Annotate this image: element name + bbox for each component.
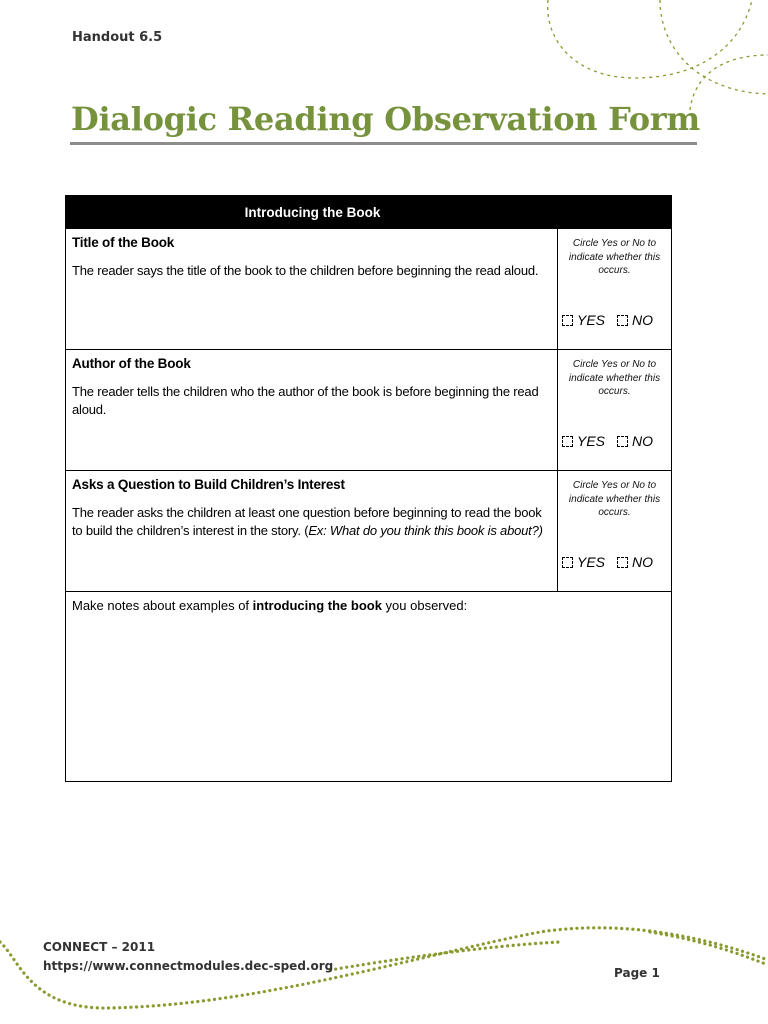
item-example: Ex: What do you think this book is about?) bbox=[308, 523, 543, 538]
no-checkbox[interactable] bbox=[617, 557, 628, 568]
form-row bbox=[66, 229, 672, 350]
handout-number: Handout 6.5 bbox=[72, 30, 163, 45]
item-title: Title of the Book bbox=[72, 235, 175, 250]
notes-prompt: Make notes about examples of introducing the book you observed: bbox=[72, 598, 468, 613]
form-row bbox=[66, 350, 672, 471]
item-description: The reader says the title of the book to the children before beginning the read aloud. bbox=[72, 263, 539, 278]
yes-no-instruction: Circle Yes or No to indicate whether this occurs. bbox=[568, 480, 661, 518]
page-number: Page 1 bbox=[614, 966, 660, 980]
item-title: Asks a Question to Build Children’s Interest bbox=[72, 477, 345, 492]
yes-no-instruction: Circle Yes or No to indicate whether this occurs. bbox=[568, 238, 661, 276]
yes-label: YES bbox=[577, 432, 606, 449]
footer-credits bbox=[43, 938, 333, 976]
observation-form-table bbox=[65, 195, 672, 782]
yes-checkbox[interactable] bbox=[562, 315, 573, 326]
decorative-circles bbox=[520, 0, 768, 110]
yes-checkbox[interactable] bbox=[562, 436, 573, 447]
item-title: Author of the Book bbox=[72, 356, 191, 371]
yes-checkbox[interactable] bbox=[562, 557, 573, 568]
yes-no-instruction: Circle Yes or No to indicate whether this occurs. bbox=[568, 359, 661, 397]
page-title: Dialogic Reading Observation Form bbox=[71, 100, 700, 138]
notes-field[interactable] bbox=[66, 592, 672, 782]
yes-label: YES bbox=[577, 311, 606, 328]
form-row bbox=[66, 471, 672, 592]
footer-org: CONNECT – 2011 bbox=[43, 940, 156, 954]
item-description: The reader tells the children who the author of the book is before beginning the read aloud. bbox=[72, 384, 539, 417]
title-divider bbox=[70, 142, 697, 145]
no-label: NO bbox=[632, 553, 654, 570]
no-label: NO bbox=[632, 311, 654, 328]
item-description: The reader asks the children at least one question before beginning to read the book to build the children’s interest in the story. (Ex: What do you think this book is about?) bbox=[72, 505, 543, 538]
no-checkbox[interactable] bbox=[617, 436, 628, 447]
yes-label: YES bbox=[577, 553, 606, 570]
no-label: NO bbox=[632, 432, 654, 449]
footer-url[interactable]: https://www.connectmodules.dec-sped.org bbox=[43, 959, 334, 973]
no-checkbox[interactable] bbox=[617, 315, 628, 326]
section-heading: Introducing the Book bbox=[66, 196, 672, 229]
